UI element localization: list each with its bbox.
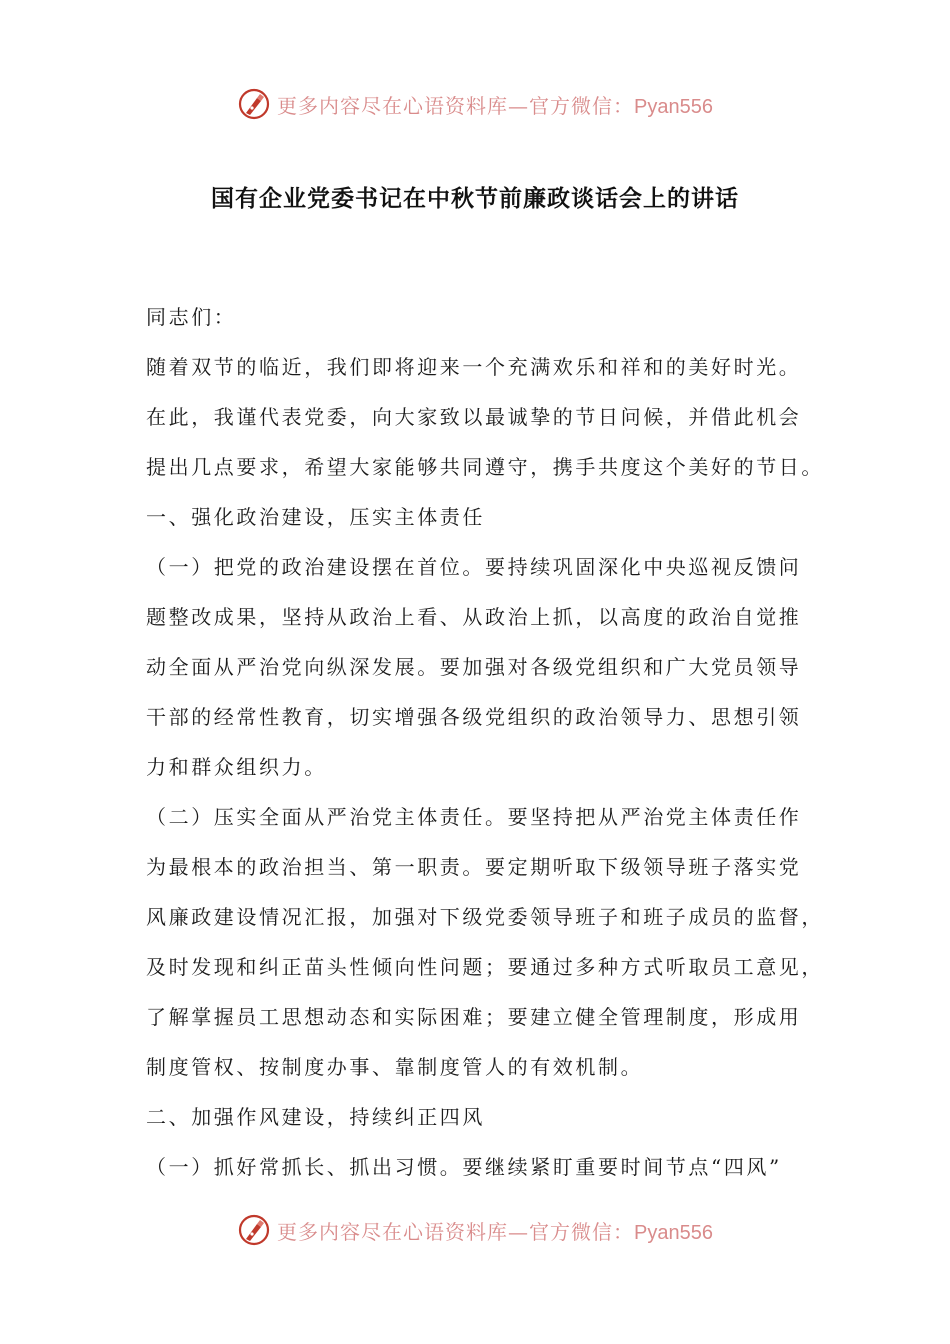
body-line: 及时发现和纠正苗头性倾向性问题；要通过多种方式听取员工意见， xyxy=(146,955,824,979)
section-heading: 一、强化政治建设，压实主体责任 xyxy=(146,505,485,529)
watermark-wechat-id: Pyan556 xyxy=(634,95,713,118)
pen-nib-logo-icon xyxy=(237,87,271,121)
watermark-separator: — xyxy=(508,1219,530,1244)
body-line: 干部的经常性教育，切实增强各级党组织的政治领导力、思想引领 xyxy=(146,705,802,729)
body-line: （一）把党的政治建设摆在首位。要持续巩固深化中央巡视反馈问 xyxy=(146,555,802,579)
section-heading: 二、加强作风建设，持续纠正四风 xyxy=(146,1105,485,1129)
body-line: 制度管权、按制度办事、靠制度管人的有效机制。 xyxy=(146,1055,644,1079)
body-line: （二）压实全面从严治党主体责任。要坚持把从严治党主体责任作 xyxy=(146,805,802,829)
watermark-channel: 官方微信： xyxy=(529,93,635,118)
pen-nib-logo-icon xyxy=(237,1213,271,1247)
footer-watermark xyxy=(0,1210,950,1250)
body-line: 随着双节的临近，我们即将迎来一个充满欢乐和祥和的美好时光。 xyxy=(146,355,802,379)
body-line: 风廉政建设情况汇报，加强对下级党委领导班子和班子成员的监督， xyxy=(146,905,824,929)
body-line: 动全面从严治党向纵深发展。要加强对各级党组织和广大党员领导 xyxy=(146,655,802,679)
body-line: 题整改成果，坚持从政治上看、从政治上抓，以高度的政治自觉推 xyxy=(146,605,802,629)
body-line: 力和群众组织力。 xyxy=(146,755,327,779)
body-line: 同志们： xyxy=(146,305,237,329)
header-watermark xyxy=(0,84,950,124)
watermark-brand: 更多内容尽在心语资料库 xyxy=(277,1219,509,1244)
document-title: 国有企业党委书记在中秋节前廉政谈话会上的讲话 xyxy=(211,186,739,212)
watermark-separator: — xyxy=(508,93,530,118)
watermark-brand: 更多内容尽在心语资料库 xyxy=(277,93,509,118)
body-line: 了解掌握员工思想动态和实际困难；要建立健全管理制度，形成用 xyxy=(146,1005,802,1029)
body-line: 为最根本的政治担当、第一职责。要定期听取下级领导班子落实党 xyxy=(146,855,802,879)
watermark-channel: 官方微信： xyxy=(529,1219,635,1244)
document-body xyxy=(146,292,826,1192)
body-line: （一）抓好常抓长、抓出习惯。要继续紧盯重要时间节点“四风” xyxy=(146,1155,782,1179)
body-line: 提出几点要求，希望大家能够共同遵守，携手共度这个美好的节日。 xyxy=(146,455,824,479)
watermark-wechat-id: Pyan556 xyxy=(634,1221,713,1244)
body-line: 在此，我谨代表党委，向大家致以最诚挚的节日问候，并借此机会 xyxy=(146,405,802,429)
